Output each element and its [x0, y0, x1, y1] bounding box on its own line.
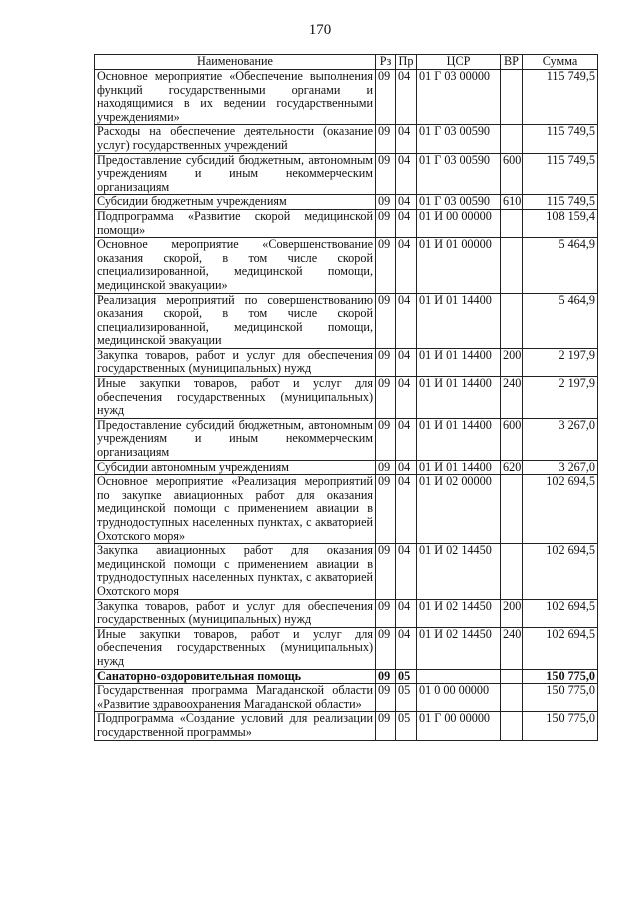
row-vr: [501, 293, 523, 348]
row-name: Субсидии бюджетным учреждениям: [95, 195, 376, 210]
row-pr: 05: [396, 712, 417, 740]
row-sum: 2 197,9: [523, 377, 598, 419]
row-pr: 04: [396, 377, 417, 419]
row-vr: 200: [501, 599, 523, 627]
table-row: [95, 599, 598, 627]
row-pr: 04: [396, 125, 417, 153]
row-vr: [501, 684, 523, 712]
row-sum: 150 775,0: [523, 712, 598, 740]
row-name: Санаторно-оздоровительная помощь: [95, 669, 376, 684]
row-vr: [501, 475, 523, 544]
row-sum: 115 749,5: [523, 195, 598, 210]
row-rz: 09: [376, 195, 396, 210]
row-csr: 01 И 01 14400: [417, 418, 501, 460]
row-name: Иные закупки товаров, работ и услуг для обеспечения государственных (муниципальных) нужд: [95, 377, 376, 419]
row-rz: 09: [376, 460, 396, 475]
row-csr: 01 И 02 14450: [417, 627, 501, 669]
table-body: [95, 70, 598, 741]
row-csr: 01 Г 03 00590: [417, 125, 501, 153]
row-name: Государственная программа Магаданской области «Развитие здравоохранения Магаданской области»: [95, 684, 376, 712]
row-pr: 04: [396, 627, 417, 669]
row-rz: 09: [376, 153, 396, 195]
row-pr: 04: [396, 544, 417, 599]
row-sum: 108 159,4: [523, 209, 598, 237]
row-pr: 05: [396, 669, 417, 684]
row-sum: 115 749,5: [523, 153, 598, 195]
budget-table: [94, 54, 598, 741]
table-row: [95, 377, 598, 419]
row-csr: 01 И 02 14450: [417, 544, 501, 599]
row-name: Предоставление субсидий бюджетным, автономным учреждениям и иным некоммерческим организациям: [95, 418, 376, 460]
row-sum: 150 775,0: [523, 684, 598, 712]
row-pr: 04: [396, 153, 417, 195]
row-rz: 09: [376, 70, 396, 125]
table-row: [95, 125, 598, 153]
row-rz: 09: [376, 238, 396, 293]
row-sum: 3 267,0: [523, 418, 598, 460]
row-csr: 01 Г 03 00590: [417, 195, 501, 210]
row-rz: 09: [376, 544, 396, 599]
row-rz: 09: [376, 669, 396, 684]
table-row: [95, 684, 598, 712]
row-sum: 5 464,9: [523, 293, 598, 348]
row-rz: 09: [376, 293, 396, 348]
header-vr: ВР: [501, 55, 523, 70]
row-csr: 01 И 01 14400: [417, 377, 501, 419]
header-rz: Рз: [376, 55, 396, 70]
row-name: Иные закупки товаров, работ и услуг для обеспечения государственных (муниципальных) нужд: [95, 627, 376, 669]
row-name: Основное мероприятие «Реализация мероприятий по закупке авиационных работ для оказания медицинской помощи с применением авиации в труднодоступных населенных пунктах, с акваторией Охотского моря»: [95, 475, 376, 544]
page-number: 170: [308, 22, 332, 38]
table-row: [95, 544, 598, 599]
row-pr: 04: [396, 348, 417, 376]
row-csr: 01 И 01 00000: [417, 238, 501, 293]
row-vr: 600: [501, 153, 523, 195]
row-csr: 01 И 01 14400: [417, 460, 501, 475]
row-rz: 09: [376, 418, 396, 460]
row-sum: 3 267,0: [523, 460, 598, 475]
row-name: Основное мероприятие «Совершенствование оказания скорой, в том числе скорой специализированной, медицинской помощи, медицинской эвакуации»: [95, 238, 376, 293]
row-sum: 2 197,9: [523, 348, 598, 376]
row-name: Реализация мероприятий по совершенствованию оказания скорой, в том числе скорой специализированной, медицинской помощи, медицинской эвакуации: [95, 293, 376, 348]
row-sum: 102 694,5: [523, 599, 598, 627]
row-name: Закупка товаров, работ и услуг для обеспечения государственных (муниципальных) нужд: [95, 348, 376, 376]
row-name: Закупка авиационных работ для оказания медицинской помощи с применением авиации в труднодоступных населенных пунктах, с акваторией Охотского моря: [95, 544, 376, 599]
row-pr: 04: [396, 418, 417, 460]
row-rz: 09: [376, 684, 396, 712]
row-rz: 09: [376, 475, 396, 544]
row-csr: 01 И 02 14450: [417, 599, 501, 627]
row-name: Подпрограмма «Создание условий для реализации государственной программы»: [95, 712, 376, 740]
header-csr: ЦСР: [417, 55, 501, 70]
row-rz: 09: [376, 209, 396, 237]
row-csr: 01 Г 00 00000: [417, 712, 501, 740]
row-sum: 102 694,5: [523, 627, 598, 669]
row-vr: [501, 238, 523, 293]
row-name: Субсидии автономным учреждениям: [95, 460, 376, 475]
row-csr: 01 Г 03 00000: [417, 70, 501, 125]
row-sum: 115 749,5: [523, 70, 598, 125]
row-vr: [501, 712, 523, 740]
row-rz: 09: [376, 377, 396, 419]
row-csr: 01 И 00 00000: [417, 209, 501, 237]
row-pr: 04: [396, 460, 417, 475]
table-row: [95, 460, 598, 475]
row-pr: 04: [396, 195, 417, 210]
row-pr: 04: [396, 209, 417, 237]
row-name: Расходы на обеспечение деятельности (оказание услуг) государственных учреждений: [95, 125, 376, 153]
row-pr: 05: [396, 684, 417, 712]
row-vr: [501, 125, 523, 153]
row-sum: 150 775,0: [523, 669, 598, 684]
table-row: [95, 153, 598, 195]
row-pr: 04: [396, 70, 417, 125]
row-rz: 09: [376, 627, 396, 669]
table-row: [95, 418, 598, 460]
header-pr: Пр: [396, 55, 417, 70]
table-row: [95, 238, 598, 293]
row-name: Подпрограмма «Развитие скорой медицинской помощи»: [95, 209, 376, 237]
header-name: Наименование: [95, 55, 376, 70]
row-name: Закупка товаров, работ и услуг для обеспечения государственных (муниципальных) нужд: [95, 599, 376, 627]
row-vr: [501, 209, 523, 237]
row-vr: [501, 544, 523, 599]
row-csr: 01 Г 03 00590: [417, 153, 501, 195]
table-row: [95, 195, 598, 210]
row-rz: 09: [376, 599, 396, 627]
header-sum: Сумма: [523, 55, 598, 70]
table-row: [95, 712, 598, 740]
table-row: [95, 70, 598, 125]
row-name: Предоставление субсидий бюджетным, автономным учреждениям и иным некоммерческим организациям: [95, 153, 376, 195]
row-vr: 610: [501, 195, 523, 210]
row-vr: [501, 669, 523, 684]
row-name: Основное мероприятие «Обеспечение выполнения функций государственными органами и находящимися в их ведении государственными учреждениями»: [95, 70, 376, 125]
row-vr: 240: [501, 627, 523, 669]
row-pr: 04: [396, 599, 417, 627]
row-vr: [501, 70, 523, 125]
table-header-row: [95, 55, 598, 70]
table-row: [95, 348, 598, 376]
row-sum: 102 694,5: [523, 475, 598, 544]
table-row: [95, 293, 598, 348]
row-rz: 09: [376, 348, 396, 376]
row-pr: 04: [396, 238, 417, 293]
row-csr: 01 0 00 00000: [417, 684, 501, 712]
row-vr: 620: [501, 460, 523, 475]
row-csr: 01 И 02 00000: [417, 475, 501, 544]
row-sum: 5 464,9: [523, 238, 598, 293]
row-csr: 01 И 01 14400: [417, 348, 501, 376]
row-vr: 240: [501, 377, 523, 419]
row-csr: 01 И 01 14400: [417, 293, 501, 348]
row-pr: 04: [396, 293, 417, 348]
table-row: [95, 627, 598, 669]
row-sum: 115 749,5: [523, 125, 598, 153]
table-row: [95, 669, 598, 684]
row-vr: 600: [501, 418, 523, 460]
row-sum: 102 694,5: [523, 544, 598, 599]
row-csr: [417, 669, 501, 684]
table-row: [95, 475, 598, 544]
row-pr: 04: [396, 475, 417, 544]
row-rz: 09: [376, 125, 396, 153]
row-rz: 09: [376, 712, 396, 740]
table-row: [95, 209, 598, 237]
row-vr: 200: [501, 348, 523, 376]
